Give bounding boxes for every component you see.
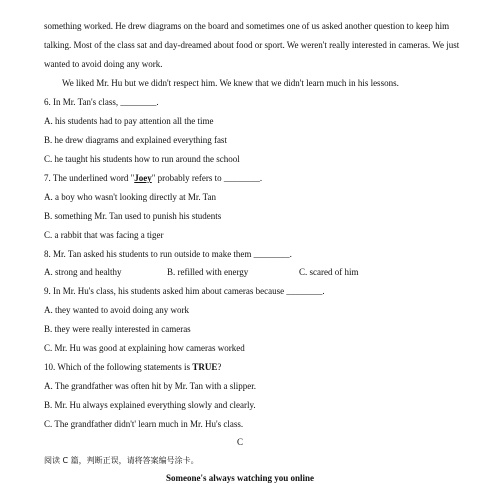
passage-line-3: wanted to avoid doing any work. [44,59,163,69]
question-8-options [44,266,440,278]
passage-line-1: something worked. He drew diagrams on the board and sometimes one of us asked another question to keep him [44,21,450,31]
question-10-option-c: C. The grandfather didn't' learn much in Mr. Hu's class. [44,419,244,429]
section-letter: C [236,437,243,447]
question-7-stem [44,172,440,184]
question-7-option-a: A. a boy who wasn't looking directly at Mr. Tan [44,192,217,202]
question-6-stem: 6. In Mr. Tan's class, ________. [44,97,159,107]
question-10-option-a: A. The grandfather was often hit by Mr. Tan with a slipper. [44,381,256,391]
passage-line-2: talking. Most of the class sat and day-dreamed about food or sport. We weren't really interested in cameras. We just [44,40,460,50]
question-10-stem-post: ? [217,362,222,372]
question-6-option-a: A. his students had to pay attention all the time [44,116,214,126]
question-10-stem [44,361,440,373]
section-title: Someone's always watching you online [165,473,315,483]
section-instruction: 阅读 C 篇，判断正误，请将答案编号涂卡。 [44,456,199,465]
question-7-underlined-word: Joey [134,173,152,183]
question-9-option-c: C. Mr. Hu was good at explaining how cameras worked [44,343,245,353]
question-9-stem: 9. In Mr. Hu's class, his students asked him about cameras because ________. [44,286,325,296]
question-9-option-b: B. they were really interested in cameras [44,324,191,334]
question-6-option-c: C. he taught his students how to run around the school [44,154,240,164]
question-6-option-b: B. he drew diagrams and explained everything fast [44,135,227,145]
question-7-option-c: C. a rabbit that was facing a tiger [44,230,164,240]
question-8-option-c: C. scared of him [299,267,359,277]
question-10-stem-pre: 10. Which of the following statements is [44,362,193,372]
question-9-option-a: A. they wanted to avoid doing any work [44,305,189,315]
question-7-stem-pre: 7. The underlined word " [44,173,135,183]
question-8-option-a: A. strong and healthy [44,267,122,277]
question-7-stem-post: " probably refers to ________. [151,173,263,183]
question-7-option-b: B. something Mr. Tan used to punish his students [44,211,222,221]
question-8-option-b: B. refilled with energy [167,267,249,277]
question-10-stem-bold: TRUE [192,362,218,372]
question-8-stem: 8. Mr. Tan asked his students to run outside to make them ________. [44,249,292,259]
passage-line-4: We liked Mr. Hu but we didn't respect him. We knew that we didn't learn much in his lessons. [62,78,399,88]
question-10-option-b: B. Mr. Hu always explained everything slowly and clearly. [44,400,256,410]
